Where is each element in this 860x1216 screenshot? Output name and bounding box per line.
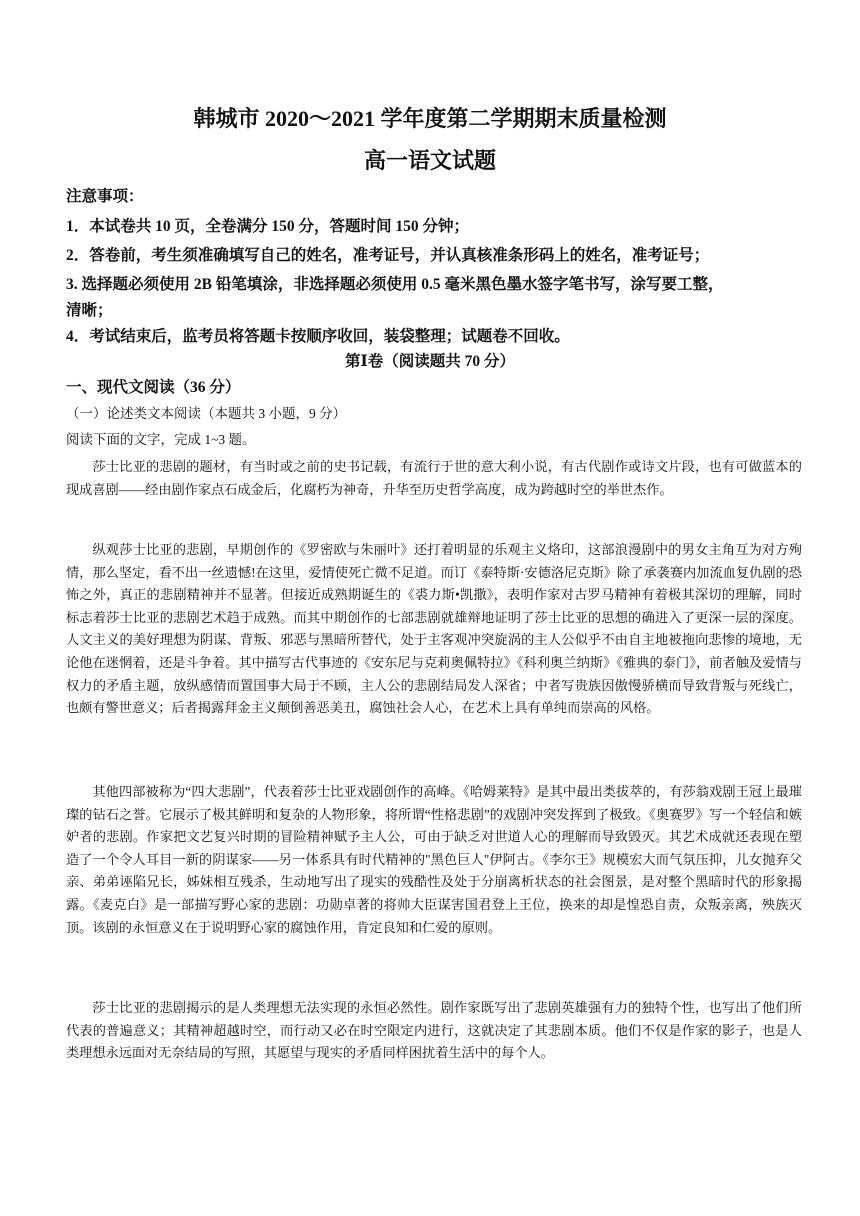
notice-heading: 注意事项： [66, 188, 144, 205]
exam-subtitle: 高一语文试题 [363, 148, 496, 173]
article-paragraph: 莎士比亚的悲剧的题材，有当时或之前的史书记载，有流行于世的意大利小说，有古代剧作或诗文片段，也有可做蓝本的现成喜剧——经由剧作家点石成金后，化腐朽为神奇，升华至历史哲学高度，成为跨越时空的举世杰作。 [66, 459, 802, 497]
notice-item: 1．本试卷共 10 页，全卷满分 150 分，答题时间 150 分钟； [66, 218, 470, 235]
article-paragraph: 其他四部被称为“四大悲剧”，代表着莎士比亚戏剧创作的高峰。《哈姆莱特》是其中最出类拔萃的，有莎翁戏剧王冠上最璀璨的钻石之誉。它展示了极其鲜明和复杂的人物形象，将所谓“性格悲剧”的戏剧冲突发挥到了极致。《奥赛罗》写一个轻信和嫉妒者的悲剧。作家把文艺复兴时期的冒险精神赋予主人公，可由于缺乏对世道人心的理解而导致毁灭。其艺术成就还表现在塑造了一个令人耳目一新的阴谋家——另一体系具有时代精神的"黑色巨人"伊阿古。《李尔王》规模宏大而气氛压抑，儿女抛弃父亲、弟弟诬陷兄长，姊妹相互残杀，生动地写出了现实的残酷性及处于分崩离析状态的社会图景，是对整个黑暗时代的形象揭露。《麦克白》是一部描写野心家的悲剧：功勋卓著的将帅大臣谋害国君登上王位，换来的却是惶恐自责，众叛亲离，殃族灭顶。该剧的永恒意义在于说明野心家的腐蚀作用，肯定良知和仁爱的原则。 [66, 784, 802, 935]
article-paragraph: 莎士比亚的悲剧揭示的是人类理想无法实现的永恒必然性。剧作家既写出了悲剧英雄强有力的独特个性，也写出了他们所代表的普遍意义；其精神超越时空，而行动又必在时空限定内进行，这就决定了其悲剧本质。他们不仅是作家的影子，也是人类理想永远面对无奈结局的写照，其愿望与现实的矛盾同样困扰着生活中的每个人。 [66, 1000, 802, 1061]
article-paragraph: 纵观莎士比亚的悲剧，早期创作的《罗密欧与朱丽叶》还打着明显的乐观主义烙印，这部浪漫剧中的男女主角互为对方殉情，那么坚定，看不出一丝遗憾!在这里，爱情使死亡微不足道。而订《泰特斯·安德洛尼克斯》除了承袭赛内加流血复仇剧的恐怖之外，真正的悲剧精神并不显著。但接近成熟期诞生的《裘力斯•凯撒》，表明作家对古罗马精神有着极其深切的理解，同时标志着莎士比亚的悲剧艺术趋于成熟。而其中期创作的七部悲剧就雄辩地证明了莎士比亚的思想的确进入了更深一层的深度。人文主义的美好理想为阴谋、背叛、邪恶与黑暗所替代，处于主客观冲突旋涡的主人公似乎不由自主地被拖向悲惨的境地，无论他在迷惘着，还是斗争着。其中描写古代事迹的《安东尼与克莉奥佩特拉》《科利奥兰纳斯》《雅典的泰门》，前者触及爱情与权力的矛盾主题，放纵感情而置国事大局于不顾，主人公的悲剧结局发人深省；中者写贵族因傲慢骄横而导致背叛与死线亡，也颇有警世意义；后者揭露拜金主义颠倒善恶美丑，腐蚀社会人心，在艺术上具有单纯而崇高的风格。 [66, 542, 802, 716]
exam-title: 韩城市 2020～2021 学年度第二学期期末质量检测 [193, 106, 667, 131]
reading-instruction: 阅读下面的文字，完成 1~3 题。 [66, 432, 256, 447]
section-title: 一、现代文阅读（36 分） [66, 379, 241, 396]
notice-item: 2．答卷前，考生须准确填写自己的姓名，准考证号，并认真核准条形码上的姓名，准考证号； [66, 247, 710, 264]
notice-item: 4．考试结束后，监考员将答题卡按顺序收回，装袋整理；试题卷不回收。 [66, 328, 570, 345]
notice-item: 3. 选择题必须使用 2B 铅笔填涂，非选择题必须使用 0.5 毫米黑色墨水签字笔书写，涂写要工整， [66, 276, 724, 293]
subsection-title: （一）论述类文本阅读（本题共 3 小题，9 分） [66, 406, 347, 421]
volume-title: 第Ⅰ卷（阅读题共 70 分） [344, 353, 515, 370]
notice-item: 清晰； [66, 302, 113, 319]
